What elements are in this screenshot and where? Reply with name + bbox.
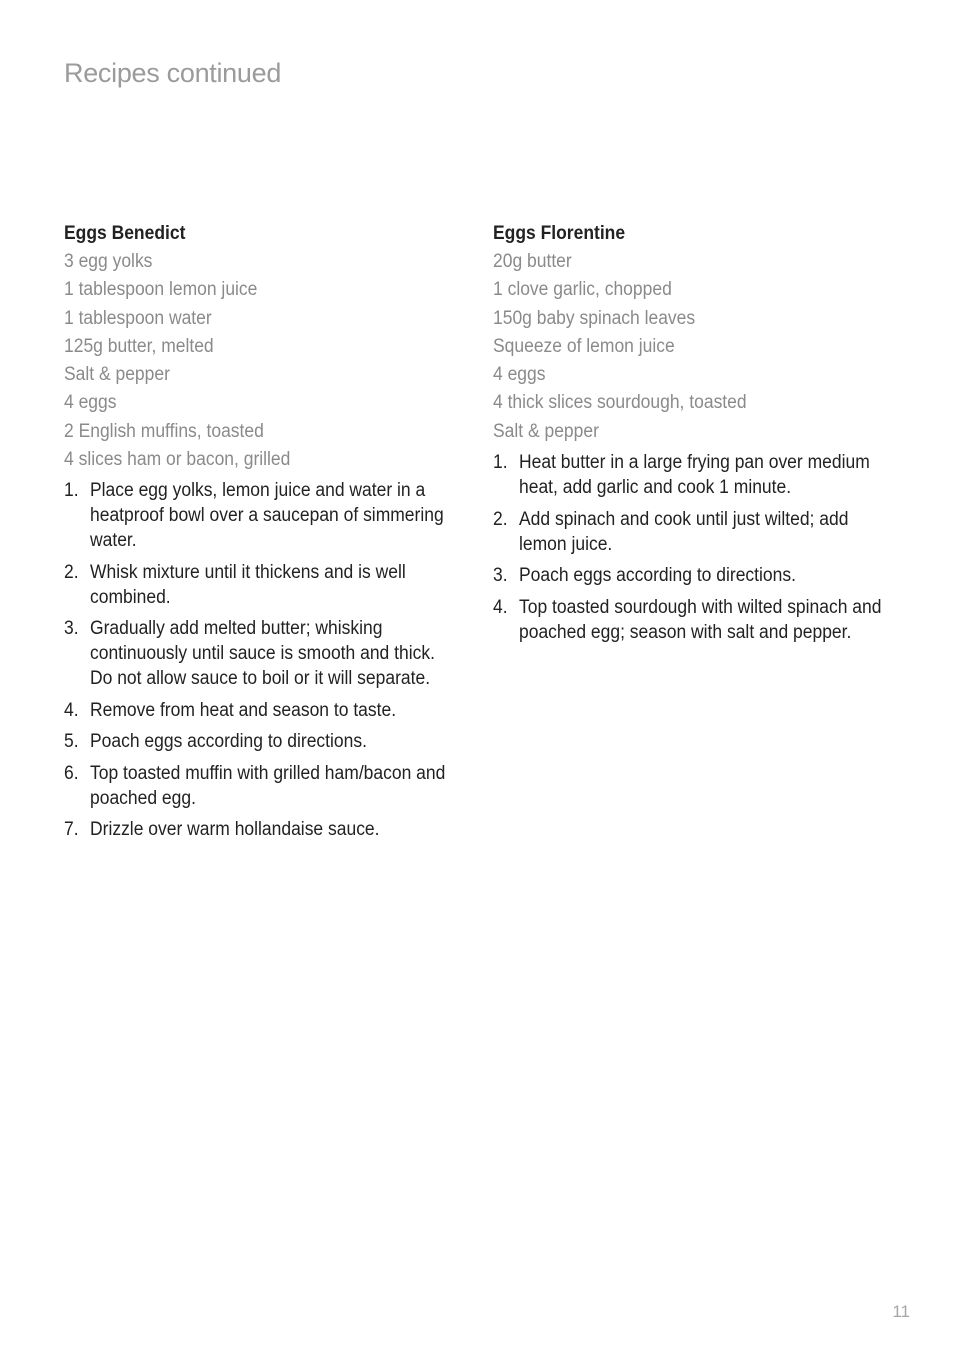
method-step [64, 616, 464, 691]
ingredient-item: 4 eggs [493, 364, 546, 386]
recipe-eggs-benedict [64, 220, 464, 849]
step-text: Remove from heat and season to taste. [90, 699, 397, 721]
method-step [64, 560, 464, 610]
method-steps [493, 450, 893, 645]
step-number: 1. [64, 480, 79, 502]
step-number: 2. [493, 508, 508, 530]
ingredient-item: 1 tablespoon water [64, 307, 212, 329]
step-number: 7. [64, 819, 79, 841]
method-step [64, 698, 464, 723]
method-step [493, 450, 893, 500]
method-step [64, 761, 464, 811]
page-title: Recipes continued [64, 58, 282, 88]
step-number: 2. [64, 561, 79, 583]
step-number: 3. [64, 618, 79, 640]
method-step [493, 563, 893, 588]
recipe-title: Eggs Florentine [493, 223, 626, 244]
ingredient-item: Salt & pepper [64, 364, 170, 386]
step-number: 6. [64, 762, 79, 784]
method-step [64, 817, 464, 842]
step-number: 4. [64, 699, 79, 721]
step-number: 5. [64, 731, 79, 753]
ingredient-item: 4 slices ham or bacon, grilled [64, 449, 291, 471]
step-number: 3. [493, 565, 508, 587]
ingredient-item: 3 egg yolks [64, 251, 153, 272]
step-text: Top toasted sourdough with wilted spinach and poached egg; season with salt and pepper. [519, 596, 882, 643]
step-text: Place egg yolks, lemon juice and water in a heatproof bowl over a saucepan of simmering water. [90, 480, 444, 552]
ingredient-item: Salt & pepper [493, 420, 599, 442]
step-text: Heat butter in a large frying pan over medium heat, add garlic and cook 1 minute. [519, 452, 870, 499]
ingredient-item: 20g butter [493, 251, 572, 272]
step-text: Add spinach and cook until just wilted; add lemon juice. [519, 508, 849, 555]
recipe-eggs-florentine [493, 220, 893, 651]
method-steps [64, 478, 464, 842]
step-number: 4. [493, 596, 508, 618]
method-step [64, 478, 464, 553]
step-text: Poach eggs according to directions. [90, 731, 367, 753]
step-text: Drizzle over warm hollandaise sauce. [90, 819, 380, 841]
ingredient-list [493, 248, 893, 446]
step-text: Whisk mixture until it thickens and is well combined. [90, 561, 406, 608]
ingredient-item: 1 tablespoon lemon juice [64, 279, 258, 301]
method-step [64, 729, 464, 754]
step-text: Gradually add melted butter; whisking continuously until sauce is smooth and thick. Do not allow sauce to boil or it will separate. [90, 618, 435, 690]
step-number: 1. [493, 452, 508, 474]
method-step [493, 507, 893, 557]
step-text: Top toasted muffin with grilled ham/bacon and poached egg. [90, 762, 446, 809]
page-number: 11 [892, 1302, 910, 1321]
ingredient-item: 150g baby spinach leaves [493, 307, 696, 329]
recipe-title: Eggs Benedict [64, 223, 186, 244]
ingredient-item: 1 clove garlic, chopped [493, 279, 672, 301]
ingredient-item: 125g butter, melted [64, 335, 214, 357]
ingredient-item: 4 eggs [64, 392, 117, 414]
ingredient-item: Squeeze of lemon juice [493, 335, 675, 357]
ingredient-item: 2 English muffins, toasted [64, 420, 264, 442]
ingredient-item: 4 thick slices sourdough, toasted [493, 392, 747, 414]
ingredient-list [64, 248, 464, 474]
method-step [493, 595, 893, 645]
step-text: Poach eggs according to directions. [519, 565, 796, 587]
